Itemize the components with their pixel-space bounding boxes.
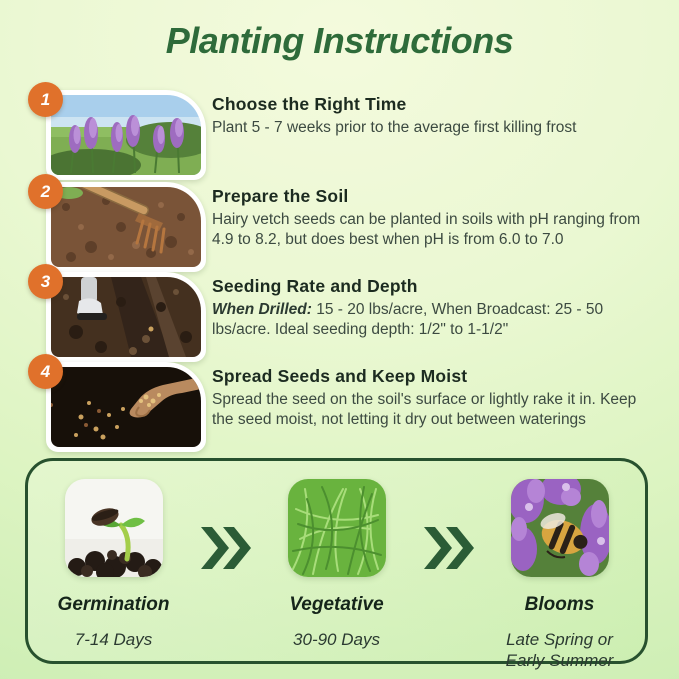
step-description [212, 210, 656, 251]
step-number: 3 [40, 271, 51, 291]
step-row [40, 181, 656, 274]
planting-furrow-photo [51, 277, 201, 357]
page-title: Planting Instructions [165, 20, 514, 61]
step3-photo-frame [40, 271, 206, 362]
step-description [212, 300, 656, 341]
step-body-text: 15 - 20 lbs/acre, When Broadcast: 25 - 50 lbs/acre. Ideal seeding depth: 1/2" to 1-1/2" [212, 301, 604, 339]
double-chevron-right-icon [199, 525, 251, 576]
bee-on-purple-flowers-photo [511, 479, 609, 577]
step-text [212, 366, 656, 431]
step2-photo-frame [40, 181, 206, 272]
step-number: 2 [40, 181, 51, 201]
step-description [212, 390, 656, 431]
green-vetch-foliage-photo [288, 479, 386, 577]
step-body-text: Plant 5 - 7 weeks prior to the average first killing frost [212, 119, 577, 136]
step-title: Seeding Rate and Depth [212, 276, 418, 296]
step4-photo-frame [40, 361, 206, 452]
step-number-badge [28, 354, 63, 389]
step-number: 1 [40, 89, 51, 109]
stage-vegetative [251, 479, 422, 650]
step-title: Prepare the Soil [212, 186, 349, 206]
hand-spreading-seeds-photo [51, 367, 201, 447]
stage-label: Germination [57, 594, 170, 615]
stage-duration: 30-90 Days [293, 630, 380, 649]
step1-photo-frame [40, 89, 206, 180]
step-row [40, 271, 656, 364]
step-text [212, 276, 656, 341]
step-number: 4 [40, 361, 51, 381]
seed-sprout-photo [65, 479, 163, 577]
step-title: Choose the Right Time [212, 94, 407, 114]
step-text [212, 94, 656, 138]
step-row [40, 89, 656, 182]
rake-soil-photo [51, 187, 201, 267]
step-body-text: Hairy vetch seeds can be planted in soils with pH ranging from 4.9 to 8.2, but does best when pH is from 6.0 to 7.0 [212, 211, 641, 249]
stage-duration: Late Spring or Early Summer [505, 630, 614, 671]
stage-blooms [474, 479, 645, 672]
step-number-badge [28, 174, 63, 209]
stage-label: Vegetative [289, 594, 384, 615]
stage-label: Blooms [524, 594, 595, 615]
step-text [212, 186, 656, 251]
stage-germination [28, 479, 199, 650]
step-number-badge [28, 264, 63, 299]
double-chevron-right-icon [422, 525, 474, 576]
growth-timeline-card [25, 458, 648, 671]
vetch-flowers-photo [51, 95, 201, 175]
step-number-badge [28, 82, 63, 117]
step-description [212, 118, 656, 138]
step-body-text: Spread the seed on the soil's surface or lightly rake it in. Keep the seed moist, not letting it dry out between waterings [212, 391, 637, 429]
stage-duration: 7-14 Days [74, 630, 153, 649]
step-body-lead: When Drilled: [212, 301, 312, 318]
step-row [40, 361, 656, 454]
step-title: Spread Seeds and Keep Moist [212, 366, 468, 386]
